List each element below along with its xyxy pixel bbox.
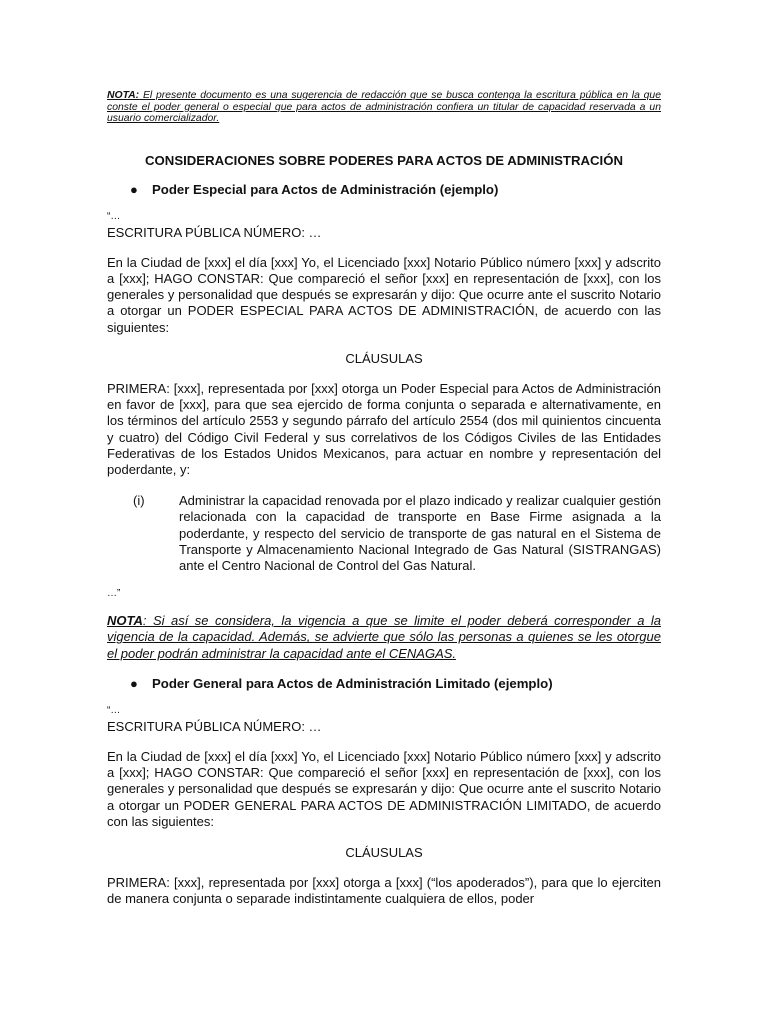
section2-clausulas: CLÁUSULAS xyxy=(345,844,423,860)
section1-item xyxy=(107,493,661,574)
section1-item-number: (i) xyxy=(133,493,145,509)
section1-quote-close: …” xyxy=(107,588,121,600)
bullet-dot-icon: ● xyxy=(130,675,138,691)
section1-bullet xyxy=(107,182,661,197)
section1-escritura: ESCRITURA PÚBLICA NÚMERO: … xyxy=(107,224,322,240)
top-note-text: El presente documento es una sugerencia de redacción que se busca contenga la escritura pública en la que conste el poder general o especial que para actos de administración confiera un titular de capacidad reservada a un usuario comercializador. xyxy=(107,90,661,124)
bullet-dot-icon: ● xyxy=(130,181,138,197)
section1-item-text: Administrar la capacidad renovada por el plazo indicado y realizar cualquier gestión relacionada con la capacidad de transporte en Base Firme asignada a la poderdante, y respecto del servicio de transporte de gas natural en el Sistema de Transporte y Almacenamiento Nacional Integrado de Gas Natural (SISTRANGAS) ante el Centro Nacional de Control del Gas Natural. xyxy=(179,493,661,573)
section2-bullet xyxy=(107,676,661,691)
top-note-label: NOTA: xyxy=(107,90,140,101)
section2-quote-open: “… xyxy=(107,704,121,716)
top-note xyxy=(107,90,661,125)
middle-note-label: NOTA xyxy=(107,613,143,629)
section1-bullet-text: Poder Especial para Actos de Administración (ejemplo) xyxy=(152,181,499,197)
section1-quote-open: “… xyxy=(107,210,121,222)
section2-escritura: ESCRITURA PÚBLICA NÚMERO: … xyxy=(107,718,322,734)
middle-note xyxy=(107,613,661,662)
section2-intro: En la Ciudad de [xxx] el día [xxx] Yo, el Licenciado [xxx] Notario Público número [xxx] y adscrito a [xxx]; HAGO CONSTAR: Que compareció el señor [xxx] en representación de [xxx], con los generales y personalidad que después se expresarán y dijo: Que ocurre ante el suscrito Notario a otorgar un PODER GENERAL PARA ACTOS DE ADMINISTRACIÓN LIMITADO, de acuerdo con las siguientes: xyxy=(107,748,661,829)
section2-bullet-text: Poder General para Actos de Administración Limitado (ejemplo) xyxy=(152,675,553,691)
section1-intro: En la Ciudad de [xxx] el día [xxx] Yo, el Licenciado [xxx] Notario Público número [xxx] y adscrito a [xxx]; HAGO CONSTAR: Que compareció el señor [xxx] en representación de [xxx], con los generales y personalidad que después se expresarán y dijo: Que ocurre ante el suscrito Notario a otorgar un PODER ESPECIAL PARA ACTOS DE ADMINISTRACIÓN, de acuerdo con las siguientes: xyxy=(107,254,661,335)
section1-clausulas: CLÁUSULAS xyxy=(345,350,423,366)
section1-primera: PRIMERA: [xxx], representada por [xxx] otorga un Poder Especial para Actos de Administración en favor de [xxx], para que sea ejercido de forma conjunta o separada e alternativamente, en los términos del artículo 2553 y segundo párrafo del artículo 2554 (dos mil quinientos cincuenta y cuatro) del Código Civil Federal y sus correlativos de los Códigos Civiles de las Entidades Federativas de los Estados Unidos Mexicanos, para actuar en nombre y representación del poderdante, y: xyxy=(107,380,661,477)
document-heading: CONSIDERACIONES SOBRE PODERES PARA ACTOS DE ADMINISTRACIÓN xyxy=(145,152,623,168)
section2-primera: PRIMERA: [xxx], representada por [xxx] otorga a [xxx] (“los apoderados”), para que lo ejerciten de manera conjunta o separade indistintamente cualquiera de ellos, poder xyxy=(107,875,661,907)
middle-note-text: : Si así se considera, la vigencia a que se limite el poder deberá corresponder a la vigencia de la capacidad. Además, se advierte que sólo las personas a quienes se les otorgue el poder podrán administrar la capacidad ante el CENAGAS. xyxy=(107,613,661,661)
document-page xyxy=(107,90,661,908)
